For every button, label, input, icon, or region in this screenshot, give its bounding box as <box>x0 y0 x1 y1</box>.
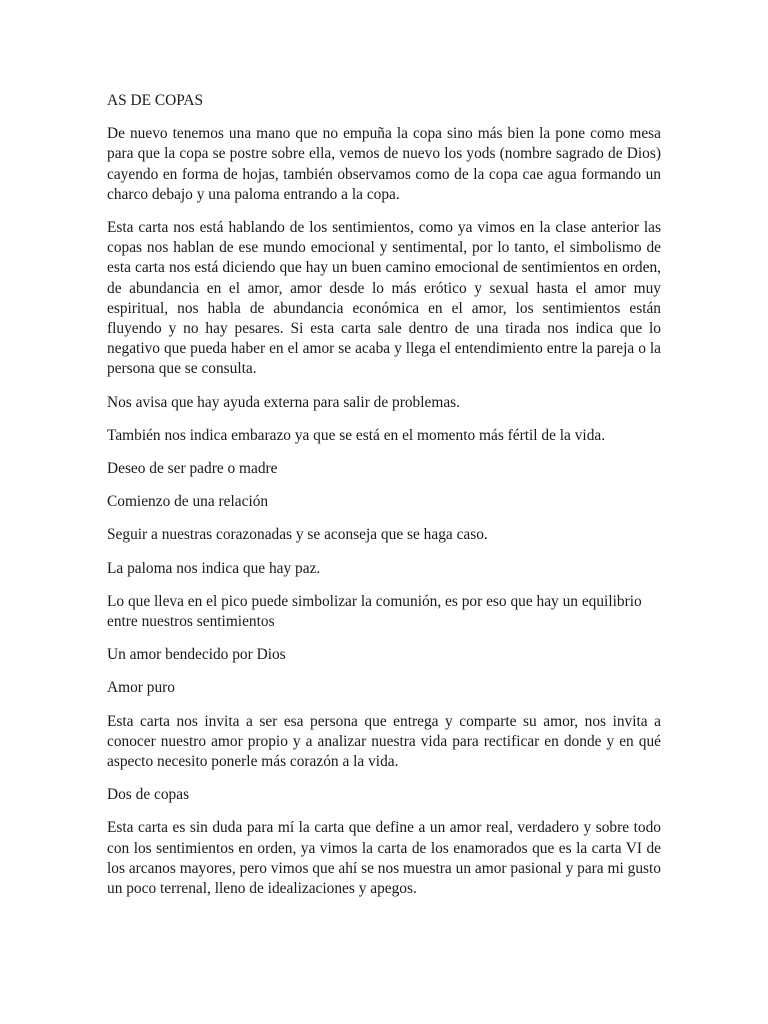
paragraph-corazonadas: Seguir a nuestras corazonadas y se aconseja que se haga caso. <box>107 526 488 544</box>
paragraph-ayuda-externa: Nos avisa que hay ayuda externa para salir de problemas. <box>107 393 460 411</box>
paragraph-invitacion: Esta carta nos invita a ser esa persona que entrega y comparte su amor, nos invita a conocer nuestro amor propio y a analizar nuestra vida para rectificar en donde y en qué aspecto necesito ponerle más corazón a la vida. <box>107 712 661 771</box>
paragraph-comunion: Lo que lleva en el pico puede simbolizar la comunión, es por eso que hay un equilibrio entre nuestros sentimientos <box>107 592 642 631</box>
paragraph-intro: De nuevo tenemos una mano que no empuña la copa sino más bien la pone como mesa para que la copa se postre sobre ella, vemos de nuevo los yods (nombre sagrado de Dios) cayendo en forma de hojas, también observamos como de la copa cae agua formando un charco debajo y una paloma entrando a la copa. <box>107 125 661 203</box>
section-heading-dos-de-copas: Dos de copas <box>107 786 190 804</box>
paragraph-deseo-padre: Deseo de ser padre o madre <box>107 460 278 478</box>
paragraph-embarazo: También nos indica embarazo ya que se está en el momento más fértil de la vida. <box>107 426 606 444</box>
document-body <box>107 91 661 912</box>
paragraph-dos-de-copas: Esta carta es sin duda para mí la carta que define a un amor real, verdadero y sobre todo con los sentimientos en orden, ya vimos la carta de los enamorados que es la carta VI de los arcanos mayores, pero vimos que ahí se nos muestra un amor pasional y para mi gusto un poco terrenal, lleno de idealizaciones y apegos. <box>107 819 661 898</box>
document-title: AS DE COPAS <box>107 92 204 109</box>
paragraph-paloma-paz: La paloma nos indica que hay paz. <box>107 559 321 577</box>
paragraph-amor-puro: Amor puro <box>107 679 175 697</box>
paragraph-comienzo-relacion: Comienzo de una relación <box>107 493 269 511</box>
paragraph-amor-bendecido: Un amor bendecido por Dios <box>107 646 286 664</box>
paragraph-sentimientos: Esta carta nos está hablando de los sentimientos, como ya vimos en la clase anterior las copas nos hablan de ese mundo emocional y sentimental, por lo tanto, el simbolismo de esta carta nos está diciendo que hay un buen camino emocional de sentimientos en orden, de abundancia en el amor, amor desde lo más erótico y sexual hasta el amor muy espiritual, nos habla de abundancia económica en el amor, los sentimientos están fluyendo y no hay pesares. Si esta carta sale dentro de una tirada nos indica que lo negativo que pueda haber en el amor se acaba y llega el entendimiento entre la pareja o la persona que se consulta. <box>107 219 661 378</box>
